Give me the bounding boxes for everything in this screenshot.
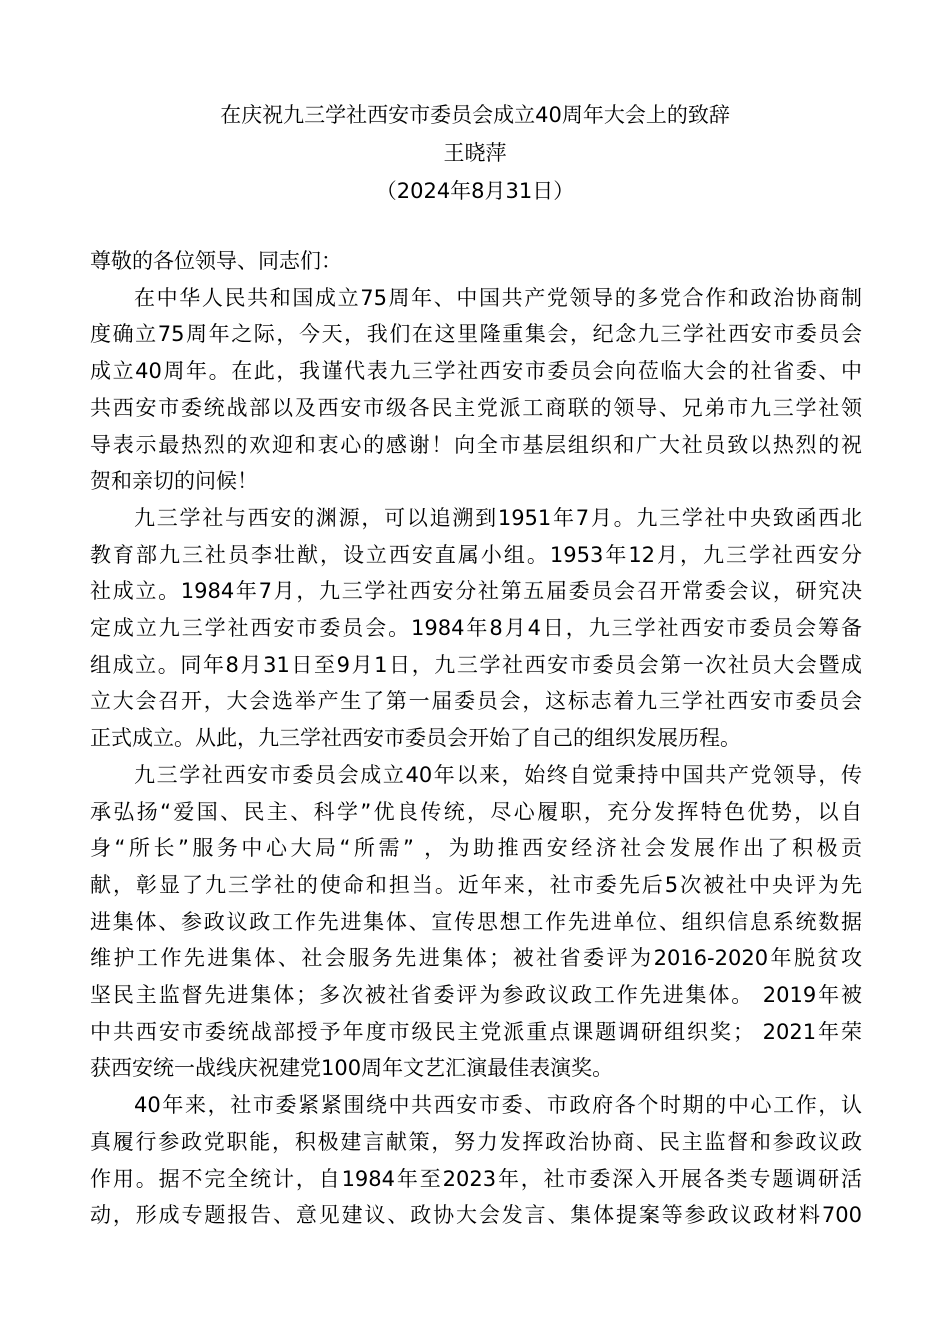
paragraph-line: 九三学社与西安的渊源，可以追溯到1951年7月。九三学社中央致函西北 xyxy=(134,505,862,530)
paragraph-line: 教育部九三社员李壮猷，设立西安直属小组。1953年12月，九三学社西安分 xyxy=(90,542,862,567)
paragraph-line: 40年来，社市委紧紧围绕中共西安市委、市政府各个时期的中心工作，认 xyxy=(134,1093,862,1118)
paragraph-line: 作用。据不完全统计，自1984年至2023年，社市委深入开展各类专题调研活 xyxy=(90,1166,862,1191)
document-author: 王晓萍 xyxy=(443,141,507,165)
paragraph-line: 进集体、参政议政工作先进集体、宣传思想工作先进单位、组织信息系统数据 xyxy=(90,909,862,934)
paragraph-line: 动，形成专题报告、意见建议、政协大会发言、集体提案等参政议政材料700 xyxy=(90,1203,862,1228)
paragraph-line: 定成立九三学社西安市委员会。1984年8月4日，九三学社西安市委员会筹备 xyxy=(90,616,862,641)
paragraph-line: 在中华人民共和国成立75周年、中国共产党领导的多党合作和政治协商制 xyxy=(134,285,862,310)
paragraph-line: 立大会召开，大会选举产生了第一届委员会，这标志着九三学社西安市委员会 xyxy=(90,689,862,714)
paragraph-1 xyxy=(90,280,862,500)
paragraph-line: 社成立。1984年7月，九三学社西安分社第五届委员会召开常委会议，研究决 xyxy=(90,579,862,604)
document-date: （2024年8月31日） xyxy=(375,179,575,203)
paragraph-line: 中共西安市委统战部授予年度市级民主党派重点课题调研组织奖； 2021年荣 xyxy=(90,1019,862,1044)
paragraph-line: 身“所长”服务中心大局“所需” ，为助推西安经济社会发展作出了积极贡 xyxy=(90,836,862,861)
paragraph-line: 度确立75周年之际，今天，我们在这里隆重集会，纪念九三学社西安市委员会 xyxy=(90,322,862,347)
paragraph-line: 献，彰显了九三学社的使命和担当。近年来，社市委先后5次被社中央评为先 xyxy=(90,872,862,897)
paragraph-3 xyxy=(90,757,862,1087)
paragraph-line: 贺和亲切的问候！ xyxy=(90,469,258,494)
paragraph-line: 坚民主监督先进集体；多次被社省委评为参政议政工作先进集体。 2019年被 xyxy=(90,983,862,1008)
paragraph-line: 组成立。同年8月31日至9月1日，九三学社西安市委员会第一次社员大会暨成 xyxy=(90,652,862,677)
paragraph-line: 导表示最热烈的欢迎和衷心的感谢！向全市基层组织和广大社员致以热烈的祝 xyxy=(90,432,862,457)
document-title: 在庆祝九三学社西安市委员会成立40周年大会上的致辞 xyxy=(220,103,730,127)
paragraph-line: 成立40周年。在此，我谨代表九三学社西安市委员会向莅临大会的社省委、中 xyxy=(90,359,862,384)
paragraph-line: 维护工作先进集体、社会服务先进集体；被社省委评为2016-2020年脱贫攻 xyxy=(90,946,862,971)
paragraph-line: 共西安市委统战部以及西安市级各民主党派工商联的领导、兄弟市九三学社领 xyxy=(90,395,862,420)
document-body xyxy=(90,243,862,1234)
salutation: 尊敬的各位领导、同志们： xyxy=(90,249,342,273)
paragraph-line: 真履行参政党职能，积极建言献策，努力发挥政治协商、民主监督和参政议政 xyxy=(90,1129,862,1154)
paragraph-line: 承弘扬“爱国、民主、科学”优良传统，尽心履职，充分发挥特色优势，以自 xyxy=(90,799,862,824)
paragraph-2 xyxy=(90,500,862,757)
paragraph-line: 获西安统一战线庆祝建党100周年文艺汇演最佳表演奖。 xyxy=(90,1056,614,1081)
paragraph-4 xyxy=(90,1087,862,1234)
paragraph-line: 正式成立。从此，九三学社西安市委员会开始了自己的组织发展历程。 xyxy=(90,726,741,751)
paragraph-line: 九三学社西安市委员会成立40年以来，始终自觉秉持中国共产党领导，传 xyxy=(134,762,862,787)
document-header xyxy=(0,96,950,210)
